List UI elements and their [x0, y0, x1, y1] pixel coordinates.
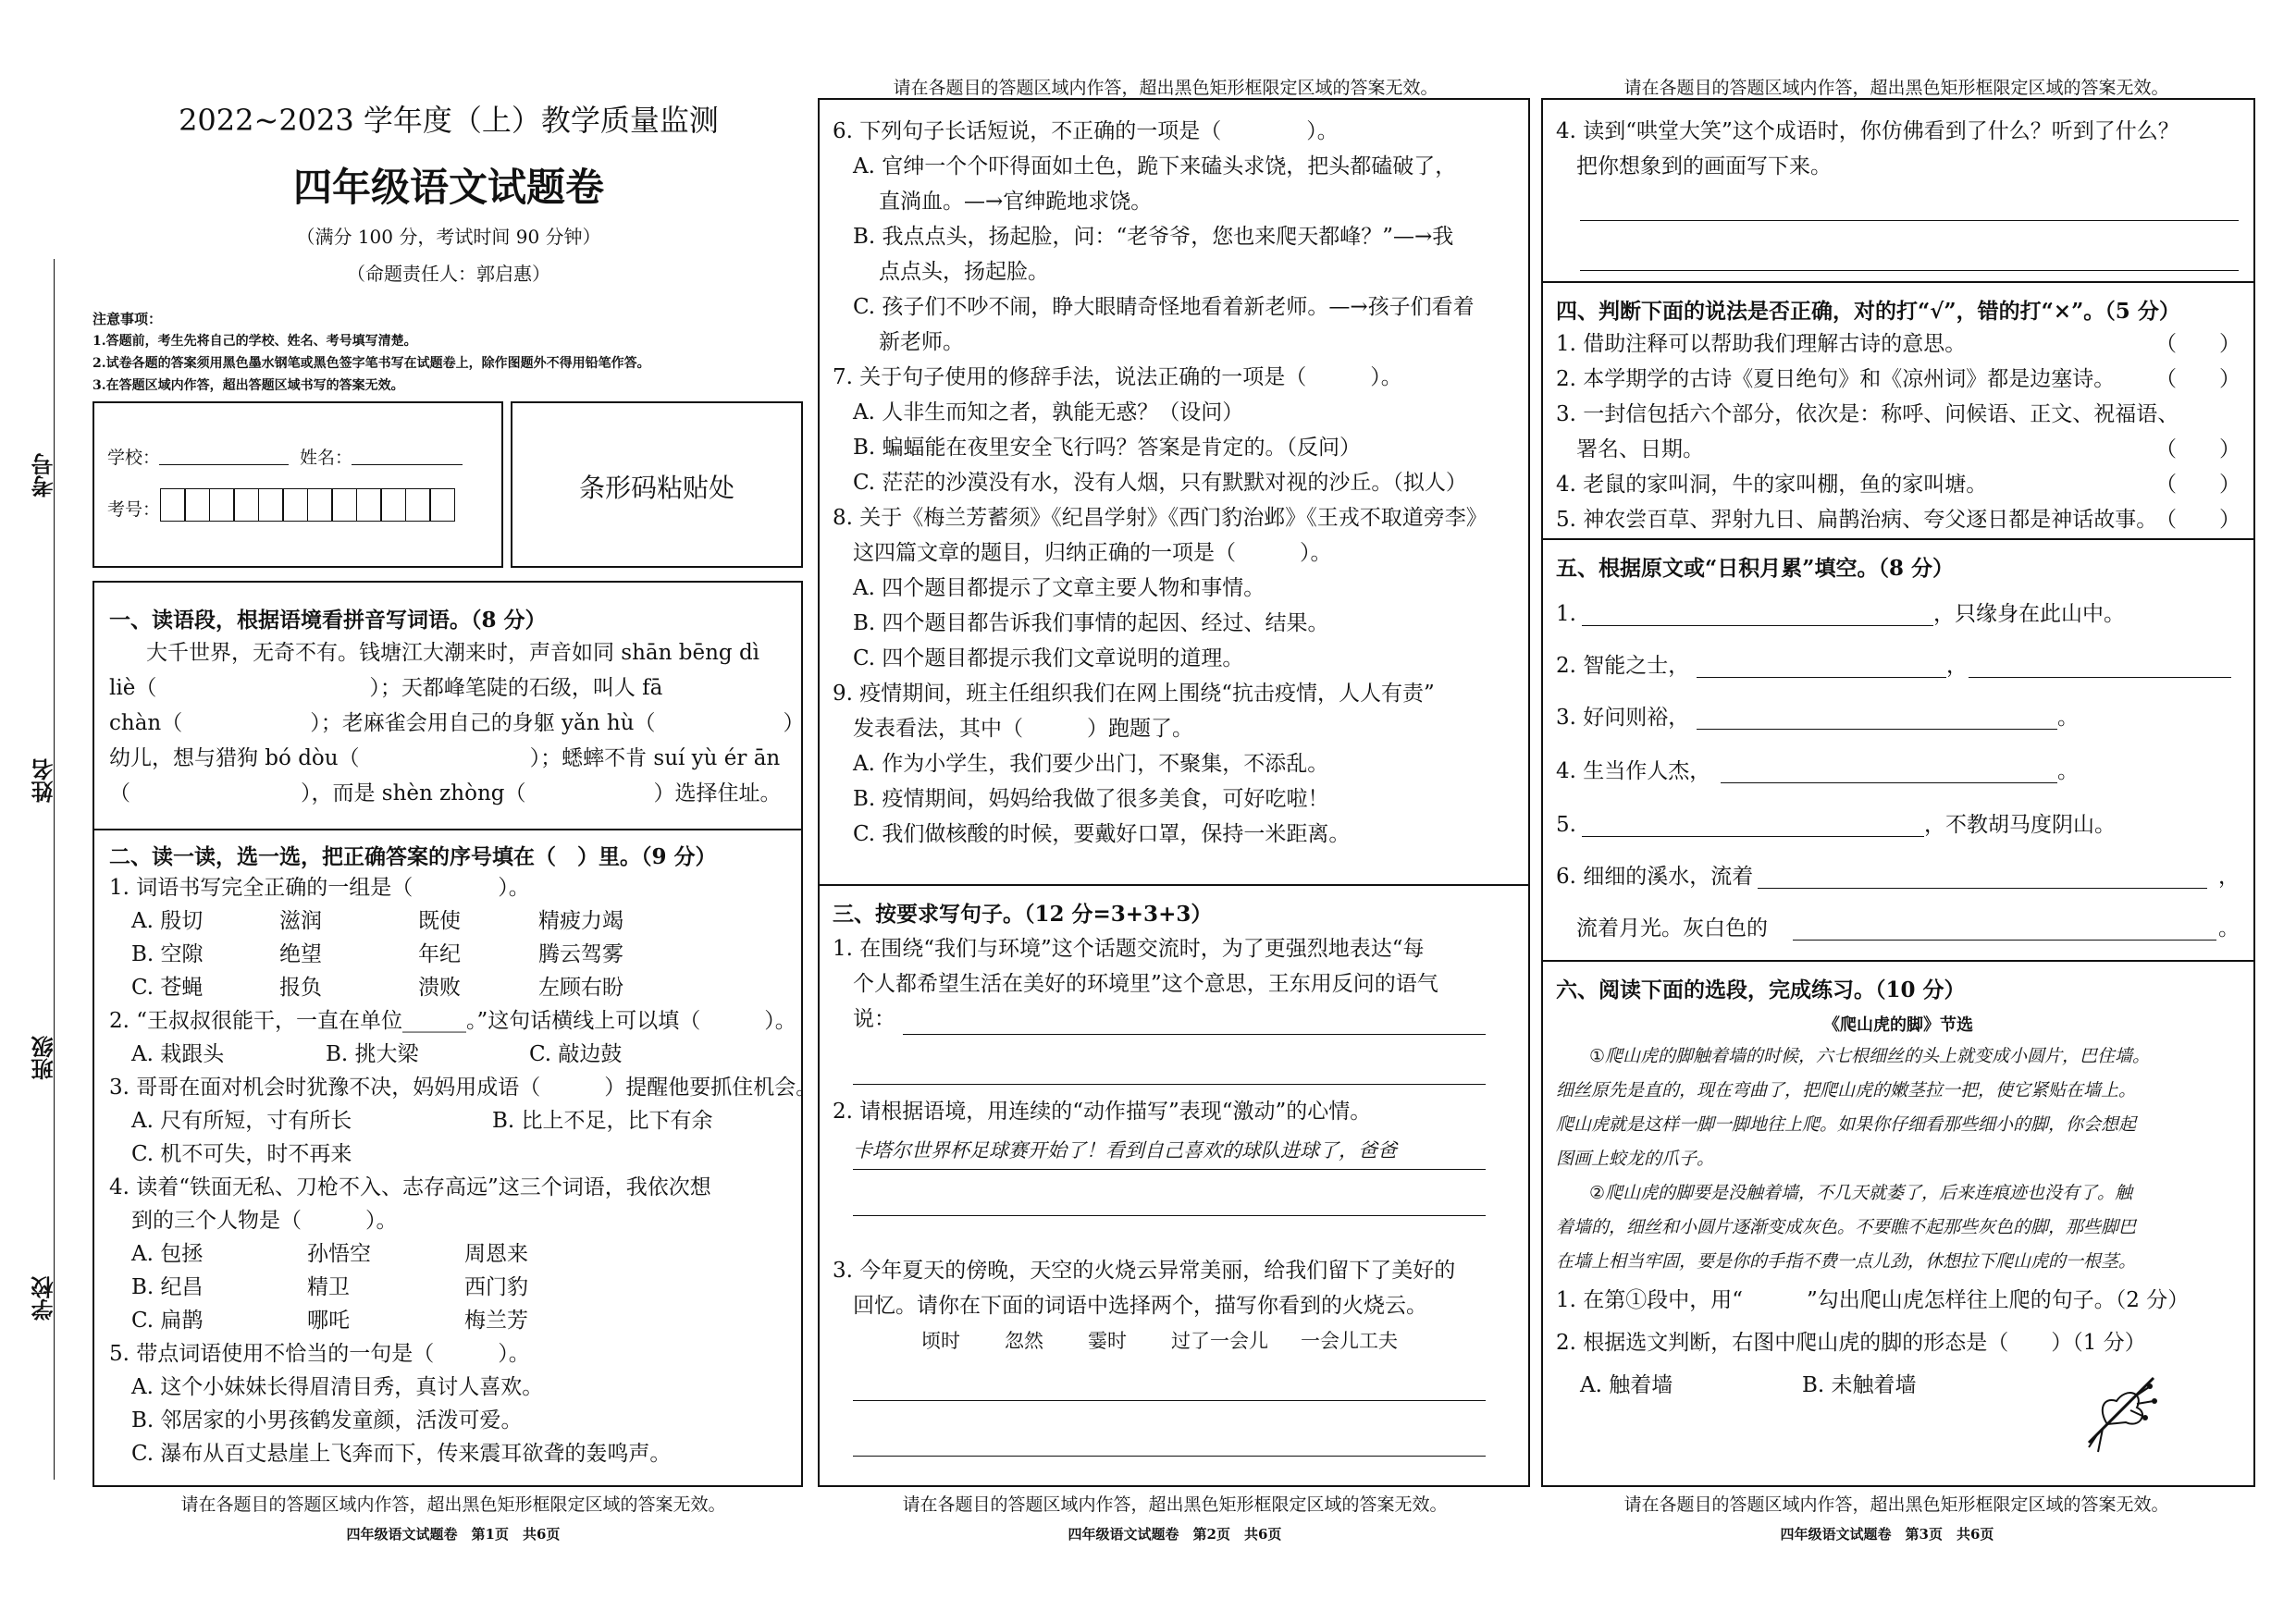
s2-q4-opt-a: A. 包拯 孙悟空 周恩来 — [131, 1242, 528, 1266]
passage-line-3: 爬山虎就是这样一脚一脚地往上爬。如果你仔细看那些细小的脚，你会想起 — [1556, 1114, 2137, 1135]
barcode-box — [511, 401, 803, 568]
school-input[interactable] — [159, 464, 289, 465]
s2-q3-opt-c: C. 机不可失，时不再来 — [131, 1142, 352, 1166]
s4-paren-1[interactable]: （ ） — [2155, 332, 2240, 356]
s5-6-text: 6. 细细的溪水，流着 — [1556, 865, 1754, 889]
s5-1-text: ，只缘身在此山中。 — [1933, 602, 2125, 626]
notice-bottom-3: 请在各题目的答题区域内作答，超出黑色矩形框限定区域的答案无效。 — [1623, 1494, 2169, 1515]
s2-q5-opt-a: A. 这个小妹妹长得眉清目秀，真讨人喜欢。 — [131, 1375, 544, 1399]
side-label-xuexiao: 学校 — [31, 1276, 57, 1321]
s5-4-text: 4. 生当作人杰， — [1556, 759, 1711, 783]
s5-3-text: 3. 好问则裕， — [1556, 706, 1690, 730]
c3-q4-answer-1[interactable] — [1580, 220, 2239, 221]
s3-q1-line3: 说： — [853, 1007, 895, 1031]
s5-5-text: ，不教胡马度阴山。 — [1924, 813, 2116, 837]
q6-a2: 直淌血。—→官绅跪地求饶。 — [879, 190, 1153, 214]
s2-q4-opt-c: C. 扁鹊 哪吒 梅兰芳 — [131, 1309, 528, 1333]
s2-q5-opt-b: B. 邻居家的小男孩鹤发童颜，活泼可爱。 — [131, 1408, 523, 1432]
section-5-box — [1541, 538, 2255, 962]
notice-top-2: 请在各题目的答题区域内作答，超出黑色矩形框限定区域的答案无效。 — [893, 78, 1438, 98]
s3-q1-answer-1[interactable] — [903, 1034, 1486, 1035]
side-label-kaohao: 考号 — [31, 453, 57, 498]
q8-line2: 这四篇文章的题目，归纳正确的一项是（ ）。 — [853, 541, 1332, 565]
side-label-banji: 班级 — [31, 1036, 57, 1080]
section-1-box — [93, 581, 803, 830]
s5-3-blank[interactable] — [1697, 729, 2057, 730]
q7-a: A. 人非生而知之者，孰能无惑？（设问） — [853, 400, 1244, 424]
section-3-box — [818, 884, 1530, 1487]
notes-title: 注意事项： — [93, 311, 163, 327]
section-2-box — [93, 829, 818, 1487]
s5-6-text-2: 流着月光。灰白色的 — [1576, 916, 1768, 941]
s3-q3-answer-1[interactable] — [853, 1400, 1486, 1401]
section-3-heading: 三、按要求写句子。（12 分=3+3+3） — [833, 902, 1213, 927]
q7: 7. 关于句子使用的修辞手法，说法正确的一项是（ ）。 — [833, 365, 1402, 389]
s2-q1-opt-c: C. 苍蝇 报负 溃败 左顾右盼 — [131, 976, 623, 1000]
q6-a1: A. 官绅一个个吓得面如土色，跪下来磕头求饶，把头都磕破了， — [853, 154, 1457, 178]
section-5-heading: 五、根据原文或“日积月累”填空。（8 分） — [1556, 556, 1954, 581]
s3-q2-answer-2[interactable] — [853, 1215, 1486, 1216]
s5-5-blank[interactable] — [1582, 836, 1924, 837]
section-6-box — [1541, 960, 2255, 1487]
section-6-heading: 六、阅读下面的选段，完成练习。（10 分） — [1556, 977, 1966, 1002]
s3-q3-words: 顷时 忽然 霎时 过了一会儿 一会儿工夫 — [921, 1330, 1398, 1352]
passage-line-2: 细丝原先是直的，现在弯曲了，把爬山虎的嫩茎拉一把，使它紧贴在墙上。 — [1556, 1080, 2137, 1100]
sec1-line-2: liè（ ）；天都峰笔陡的石级，叫人 fā — [109, 676, 663, 700]
q6-c1: C. 孩子们不吵不闹，睁大眼睛奇怪地看着新老师。—→孩子们看着 — [853, 295, 1475, 319]
q6-b1: B. 我点点头，扬起脸，问：“老爷爷，您也来爬天都峰？”—→我 — [853, 225, 1454, 249]
s5-6-end: 。 — [2218, 916, 2240, 941]
s4-item-5: 5. 神农尝百草、羿射九日、扁鹊治病、夸父逐日都是神话故事。 — [1556, 508, 2158, 532]
s5-5-num: 5. — [1556, 813, 1576, 837]
s2-q1: 1. 词语书写完全正确的一组是（ ）。 — [109, 876, 530, 900]
kaohao-label: 考号： — [107, 499, 161, 520]
name-input[interactable] — [352, 464, 463, 465]
ivy-foot-illustration — [2070, 1359, 2172, 1461]
q6: 6. 下列句子长话短说，不正确的一项是（ ）。 — [833, 119, 1339, 143]
notice-bottom-2: 请在各题目的答题区域内作答，超出黑色矩形框限定区域的答案无效。 — [902, 1494, 1448, 1515]
passage-title: 《爬山虎的脚》节选 — [1823, 1015, 1973, 1035]
s5-3-end: 。 — [2057, 706, 2079, 730]
s3-q2: 2. 请根据语境，用连续的“动作描写”表现“激动”的心情。 — [833, 1100, 1372, 1124]
s2-q2: 2. “王叔叔很能干，一直在单位______。”这句话横线上可以填（ ）。 — [109, 1009, 796, 1033]
s5-6-sep: ， — [2218, 865, 2240, 889]
page-footer-1: 四年级语文试题卷 第1页 共6页 — [346, 1526, 561, 1543]
q7-b: B. 蝙蝠能在夜里安全飞行吗？答案是肯定的。（反问） — [853, 436, 1362, 460]
q9-line1: 9. 疫情期间，班主任组织我们在网上围绕“抗击疫情，人人有责” — [833, 682, 1435, 706]
q9-a: A. 作为小学生，我们要少出门，不聚集，不添乱。 — [853, 752, 1329, 776]
c3-q4-line1: 4. 读到“哄堂大笑”这个成语时，你仿佛看到了什么？听到了什么？ — [1556, 119, 2179, 143]
s3-q1-line1: 1. 在围绕“我们与环境”这个话题交流时，为了更强烈地表达“每 — [833, 937, 1425, 961]
sec1-line-3: chàn（ ）；老麻雀会用自己的身躯 yǎn hù（ ） — [109, 711, 805, 735]
q9-line2: 发表看法，其中（ ）跑题了。 — [853, 717, 1193, 741]
s4-paren-2[interactable]: （ ） — [2155, 367, 2240, 391]
s2-q2-opts: A. 栽跟头 B. 挑大梁 C. 敲边鼓 — [131, 1042, 623, 1066]
s2-q1-opt-a: A. 殷切 滋润 既使 精疲力竭 — [131, 909, 623, 933]
s5-6-blank-2[interactable] — [1793, 940, 2216, 941]
sec1-line-5: （ ），而是 shèn zhòng（ ）选择住址。 — [109, 781, 782, 805]
passage-line-4: 图画上蛟龙的爪子。 — [1556, 1149, 1715, 1169]
notice-top-3: 请在各题目的答题区域内作答，超出黑色矩形框限定区域的答案无效。 — [1623, 78, 2169, 98]
note-1: 1.答题前，考生先将自己的学校、姓名、考号填写清楚。 — [93, 334, 417, 349]
s2-q3: 3. 哥哥在面对机会时犹豫不决，妈妈用成语（ ）提醒他要抓住机会。 — [109, 1076, 818, 1100]
s2-q4-line1: 4. 读着“铁面无私、刀枪不入、志存高远”这三个词语，我依次想 — [109, 1175, 711, 1199]
sec1-line-4: 幼儿，想与猎狗 bó dòu（ ）；蟋蟀不肯 suí yù ér ān — [109, 746, 781, 770]
col2-box-top — [818, 98, 1530, 886]
s5-2-blank-2[interactable] — [1969, 677, 2231, 678]
s3-q3-answer-2[interactable] — [853, 1456, 1486, 1457]
author: （命题责任人：郭启惠） — [347, 263, 550, 285]
section-1-heading: 一、读语段，根据语境看拼音写词语。（8 分） — [109, 608, 547, 633]
name-label: 姓名： — [300, 448, 353, 468]
c3-q4-answer-2[interactable] — [1580, 270, 2239, 271]
s3-q1-answer-2[interactable] — [853, 1084, 1486, 1085]
notice-bottom-1: 请在各题目的答题区域内作答，超出黑色矩形框限定区域的答案无效。 — [180, 1494, 726, 1515]
passage-line-7: 在墙上相当牢固，要是你的手指不费一点儿劲，休想拉下爬山虎的一根茎。 — [1556, 1251, 2137, 1272]
s4-item-3b: 署名、日期。 — [1576, 437, 1704, 461]
section-2-heading: 二、读一读，选一选，把正确答案的序号填在（ ）里。（9 分） — [109, 844, 717, 869]
s5-2-text: 2. 智能之士， — [1556, 654, 1690, 678]
s2-q1-opt-b: B. 空隙 绝望 年纪 腾云驾雾 — [131, 942, 623, 966]
s2-q4-opt-b: B. 纪昌 精卫 西门豹 — [131, 1275, 528, 1299]
q6-c2: 新老师。 — [879, 330, 964, 354]
q9-c: C. 我们做核酸的时候，要戴好口罩，保持一米距离。 — [853, 822, 1351, 846]
s4-item-4: 4. 老鼠的家叫洞，牛的家叫棚，鱼的家叫塘。 — [1556, 473, 1988, 497]
s4-item-3a: 3. 一封信包括六个部分，依次是：称呼、问候语、正文、祝福语、 — [1556, 402, 2179, 426]
c3-q4-line2: 把你想象到的画面写下来。 — [1576, 154, 1832, 178]
q4-box — [1541, 98, 2255, 283]
s2-q5-opt-c: C. 瀑布从百丈悬崖上飞奔而下，传来震耳欲聋的轰鸣声。 — [131, 1442, 672, 1466]
score-time: （满分 100 分，考试时间 90 分钟） — [296, 226, 601, 248]
q7-c: C. 茫茫的沙漠没有水，没有人烟，只有默默对视的沙丘。（拟人） — [853, 471, 1467, 495]
exam-title: 四年级语文试题卷 — [292, 165, 604, 210]
s2-q3-opts-ab: A. 尺有所短，寸有所长 B. 比上不足，比下有余 — [131, 1109, 713, 1133]
note-3: 3.在答题区域内作答，超出答题区域书写的答案无效。 — [93, 378, 404, 393]
q8-b: B. 四个题目都告诉我们事情的起因、经过、结果。 — [853, 611, 1329, 635]
school-label: 学校： — [107, 448, 161, 468]
q9-b: B. 疫情期间，妈妈给我做了很多美食，可好吃啦！ — [853, 787, 1329, 811]
s3-q1-line2: 个人都希望生活在美好的环境里”这个意思，王东用反问的语气 — [853, 972, 1438, 996]
exam-term: 2022~2023 学年度（上）教学质量监测 — [179, 103, 719, 138]
s3-q3-line2: 回忆。请你在下面的词语中选择两个，描写你看到的火烧云。 — [853, 1294, 1427, 1318]
s6-q2-opts: A. 触着墙 B. 未触着墙 — [1580, 1373, 1917, 1397]
q6-b2: 点点头，扬起脸。 — [879, 260, 1049, 284]
s2-q4-line2: 到的三个人物是（ ）。 — [131, 1209, 398, 1233]
s6-q1: 1. 在第①段中，用“ ”勾出爬山虎怎样往上爬的句子。（2 分） — [1556, 1288, 2190, 1312]
s4-item-1: 1. 借助注释可以帮助我们理解古诗的意思。 — [1556, 332, 1967, 356]
s5-2-sep: ， — [1946, 654, 1968, 678]
q8-line1: 8. 关于《梅兰芳蓄须》《纪昌学射》《西门豹治邺》《王戎不取道旁李》 — [833, 506, 1487, 530]
s4-item-2: 2. 本学期学的古诗《夏日绝句》和《凉州词》都是边塞诗。 — [1556, 367, 2116, 391]
page-footer-3: 四年级语文试题卷 第3页 共6页 — [1780, 1526, 1994, 1543]
s4-paren-4[interactable]: （ ） — [2155, 473, 2240, 497]
page-footer-2: 四年级语文试题卷 第2页 共6页 — [1068, 1526, 1282, 1543]
s2-q5: 5. 带点词语使用不恰当的一句是（ ）。 — [109, 1342, 530, 1366]
s5-2-blank-1[interactable] — [1697, 677, 1946, 678]
s4-paren-5[interactable]: （ ） — [2155, 508, 2240, 532]
q8-c: C. 四个题目都提示我们文章说明的道理。 — [853, 646, 1244, 670]
barcode-label: 条形码粘贴处 — [578, 473, 734, 503]
s6-q2: 2. 根据选文判断，右图中爬山虎的脚的形态是（ ）（1 分） — [1556, 1331, 2146, 1355]
section-4-heading: 四、判断下面的说法是否正确，对的打“√”，错的打“×”。（5 分） — [1556, 299, 2180, 324]
s3-q3-line1: 3. 今年夏天的傍晚，天空的火烧云异常美丽，给我们留下了美好的 — [833, 1259, 1456, 1283]
student-info-box — [93, 401, 503, 568]
s5-1-blank[interactable] — [1582, 625, 1933, 626]
s5-1-num: 1. — [1556, 602, 1576, 626]
note-2: 2.试卷各题的答案须用黑色墨水钢笔或黑色签字笔书写在试题卷上，除作图题外不得用铅笔作答。 — [93, 356, 650, 371]
s3-q2-handwriting: 卡塔尔世界杯足球赛开始了！看到自己喜欢的球队进球了，爸爸 — [853, 1139, 1397, 1162]
passage-line-6: 着墙的，细丝和小圆片逐渐变成灰色。不要瞧不起那些灰色的脚，那些脚巴 — [1556, 1217, 2137, 1237]
section-4-box — [1541, 281, 2255, 540]
passage-line-5: ②爬山虎的脚要是没触着墙，不几天就萎了，后来连痕迹也没有了。触 — [1589, 1183, 2133, 1203]
passage-line-1: ①爬山虎的脚触着墙的时候，六七根细丝的头上就变成小圆片，巴住墙。 — [1589, 1046, 2151, 1066]
sec1-line-1: 大千世界，无奇不有。钱塘江大潮来时，声音如同 shān bēng dì — [146, 641, 760, 665]
s3-q2-answer-1[interactable] — [853, 1169, 1486, 1170]
q8-a: A. 四个题目都提示了文章主要人物和事情。 — [853, 576, 1265, 600]
kaohao-grid[interactable] — [161, 488, 455, 522]
s5-4-end: 。 — [2057, 759, 2079, 783]
s5-6-blank-1[interactable] — [1758, 888, 2207, 889]
s4-paren-3[interactable]: （ ） — [2155, 437, 2240, 461]
s5-4-blank[interactable] — [1721, 782, 2057, 783]
side-label-xingming: 姓名 — [31, 758, 57, 803]
